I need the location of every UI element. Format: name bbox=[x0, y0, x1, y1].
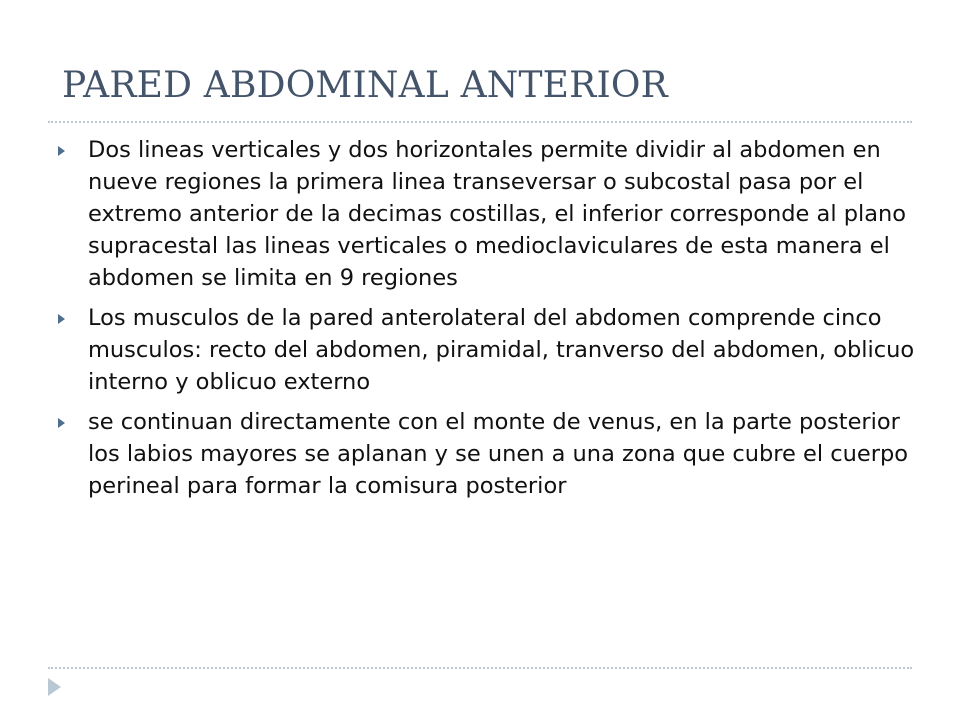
triangle-bullet-icon bbox=[58, 146, 65, 156]
bullet-item bbox=[58, 302, 918, 398]
title-divider bbox=[48, 121, 912, 123]
bullet-text: se continuan directamente con el monte de venus, en la parte posterior los labios mayores se aplanan y se unen a una zona que cubre el cuerpo perineal para formar la comisura posterior bbox=[88, 409, 909, 499]
bullet-item bbox=[58, 134, 918, 294]
bullet-item bbox=[58, 406, 918, 502]
bullet-text: Los musculos de la pared anterolateral del abdomen comprende cinco musculos: recto del abdomen, piramidal, tranverso del abdomen, oblicuo interno y oblicuo externo bbox=[88, 305, 915, 395]
triangle-bullet-icon bbox=[58, 314, 65, 324]
footer-divider bbox=[48, 667, 912, 669]
bullet-text: Dos lineas verticales y dos horizontales permite dividir al abdomen en nueve regiones la primera linea transeversar o subcostal pasa por el extremo anterior de la decimas costillas, el inferior corresponde al plano supracestal las lineas verticales o medioclaviculares de esta manera el abdomen se limita en 9 regiones bbox=[88, 137, 907, 291]
footer-arrow-icon bbox=[48, 678, 61, 696]
triangle-bullet-icon bbox=[58, 418, 65, 428]
bullet-list bbox=[58, 134, 918, 510]
slide-title: PARED ABDOMINAL ANTERIOR bbox=[62, 65, 668, 106]
